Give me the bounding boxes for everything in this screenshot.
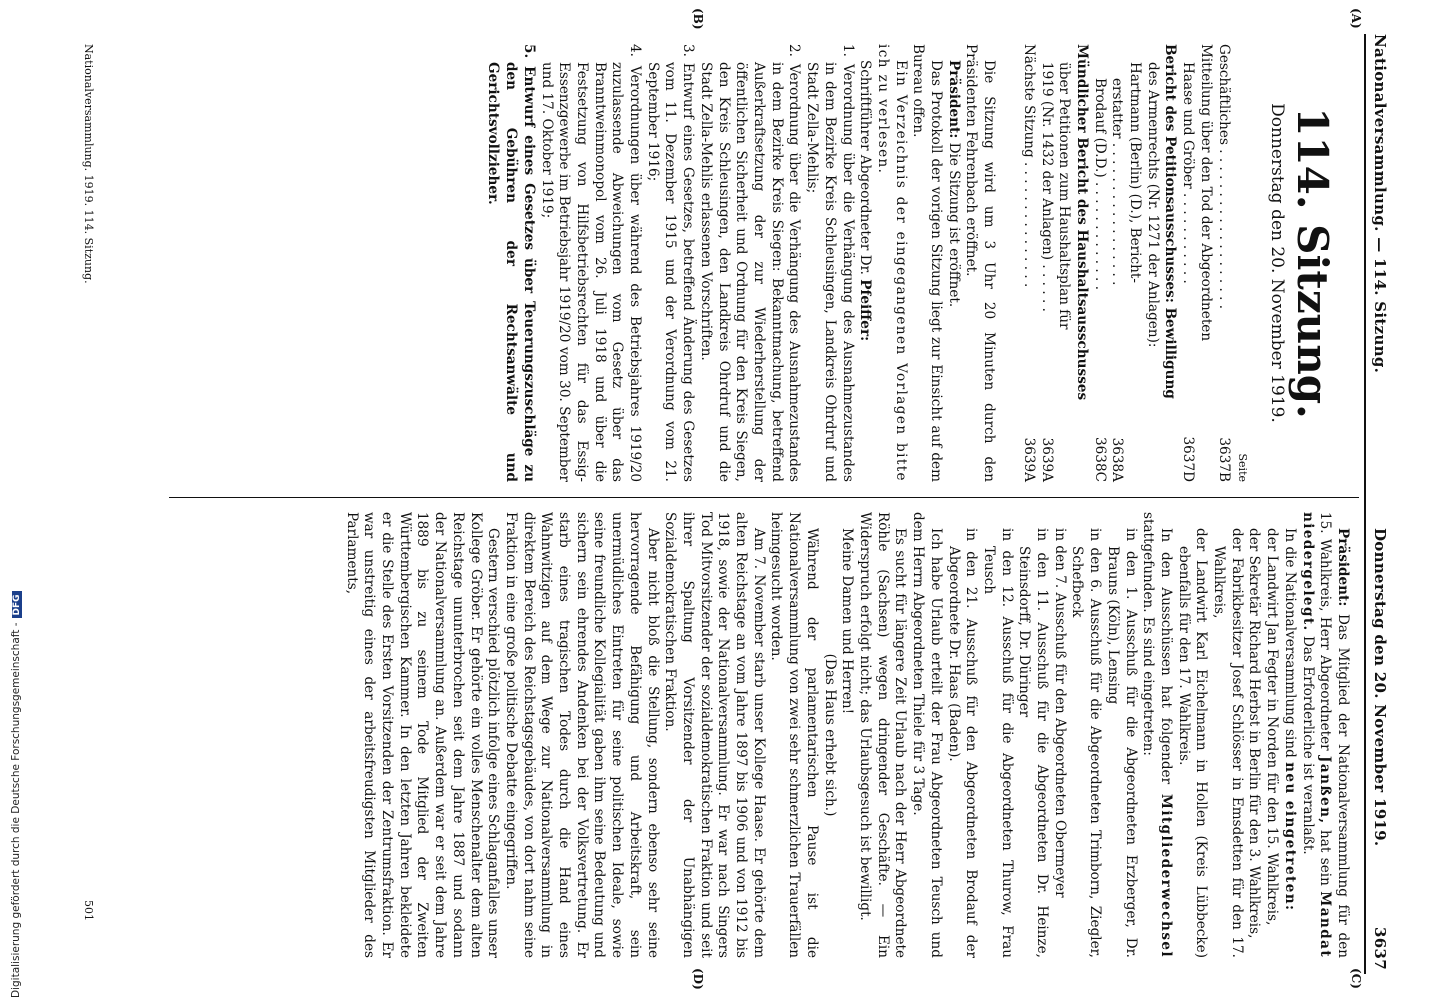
toc-entry-page: 3638A xyxy=(1109,437,1126,482)
list-item: der Landwirt Karl Eichelmann in Hollen (Kreis Lübbecke) ebenfalls für den 17. Wahlkreis. xyxy=(1175,528,1210,958)
list-item: in den 6. Ausschuß für die Abgeordneten Trimborn, Ziegler, Schefbeck xyxy=(1069,528,1104,958)
haase-paragraph-2: Aber nicht bloß die Stellung, sondern ebenso sehr seine hervorragende Befähigung und Arbeitskraft, sein unermüdliches Eintreten für seine politischen Ideale, sowie seine freundliche Kollegialität gaben ihm seine Bedeutung und sichern sein ehrendes Andenken bei der Volksvertretung. Er starb eines tragischen Todes durch die Hand eines Wahnwitzigen auf dem Wege zur Nationalversammlung in direktem Bereich des Reichstagsgebäudes, von dort nahm seine Fraktion in eine große politische Debatte eingegriffen. xyxy=(502,512,661,958)
list-item: der Landwirt Jan Fegter in Norden für den 15. Wahlkreis, xyxy=(1264,528,1281,926)
toc-entry-text: 1919 (Nr. 1432 der Anlagen) . . . . . . xyxy=(1038,62,1055,312)
toc-row xyxy=(1055,44,1073,482)
session-title: 114. Sitzung. xyxy=(1288,107,1337,419)
groeber-paragraph: Gestern verschied plötzlich infolge eines Schlaganfalles unser Kollege Gröber. Er gehörte ein volles Menschenalter dem alten Reichstage ununterbrochen seit dem Jahre 1887 und sodann der Nationalversammlung an. Außerdem war er seit dem Jahre 1889 bis zu seinem Tode Mitglied der Zweiten Württembergischen Kammer. In den letzten Jahren bekleidete er die Stelle des Ersten Vorsitzenden der Zentrumsfraktion. Er war unstreitig eines der arbeitsfreudigsten Mitglieder des Parlaments, xyxy=(343,512,502,958)
stage-direction: (Das Haus erhebt sich.) xyxy=(821,653,838,817)
death-intro-paragraph: Während der parlamentarischen Pause ist die Nationalversammlung von zwei sehr schmerzlichen Trauerfällen heimgesucht worden. xyxy=(768,512,820,958)
digitization-note-text: Digitalisierung gefördert durch die Deutsche Forschungsgemeinschaft - xyxy=(10,622,22,998)
toc-entry-text: über Petitionen zum Haushaltsplan für xyxy=(1056,62,1073,330)
mandate-paragraph: Präsident: Das Mitglied der Nationalversammlung für den 15. Wahlkreis, Herr Abgeordneter Janßen, hat sein Mandat niedergelegt. Das Erforderliche ist veranlaßt. xyxy=(1299,512,1351,958)
toc-row xyxy=(1037,44,1055,482)
speaker-label: Präsident: xyxy=(1335,528,1351,607)
toc-entry-page: 3637D xyxy=(1180,436,1197,482)
page-number: 3637 xyxy=(1371,927,1389,970)
list-item: 1. Verordnung über die Verhängung des Ausnahmezustandes in dem Bezirke Kreis Schleusingen, Landkreis Ohrdruf und Stadt Zella-Mehlis; xyxy=(804,44,856,482)
toc-entry-text: Mitteilung über den Tod der Abgeordneten xyxy=(1197,44,1214,342)
toc-page-caption: Seite xyxy=(1236,453,1250,482)
leave-request-paragraph: Es sucht für längere Zeit Urlaub nach der Herr Abgeordnete Röhle (Sachsen) wegen dringender Geschäfte. — Ein Widerspruch erfolgt nicht; das Urlaubsgesuch ist bewilligt. xyxy=(857,512,909,958)
margin-marker-a: (A) xyxy=(1349,8,1363,29)
opening-paragraph: Die Sitzung wird um 3 Uhr 20 Minuten durch den Präsidenten Fehrenbach eröffnet. xyxy=(963,44,998,482)
secretary-name: Pfeiffer: xyxy=(857,279,874,342)
list-item: in den 11. Ausschuß für die Abgeordneten Dr. Heinze, Steinsdorff, Dr. Düringer xyxy=(1016,528,1051,958)
toc-row xyxy=(1072,44,1090,482)
toc-entry-page: 3639A xyxy=(1020,437,1037,482)
list-item: 5. Entwurf eines Gesetzes über Teuerungszuschläge zu den Gebühren der Rechtsanwälte und Gerichtsvollzieher. xyxy=(485,44,537,482)
toc-row xyxy=(1019,44,1037,482)
list-item: in den 1. Ausschuß für die Abgeordneten Erzberger, Dr. Brauns (Köln), Lensing xyxy=(1104,528,1139,958)
list-item: der Fabrikbesitzer Josef Schlösser in Emsdetten für den 17. Wahlkreis, xyxy=(1211,528,1245,958)
list-item: 2. Verordnung über die Verhängung des Ausnahmezustandes in dem Bezirke Kreis Siegen: Bekanntmachung, betreffend Außerkraftsetzung der zur Wiederherstellung der öffentlichen Sicherheit und Ordnung für den Kreis Siegen, den Kreis Schleusingen, den Landkreis Ohrdruf und die Stadt Zella-Mehlis erlassenen Vorschriften. xyxy=(697,44,803,482)
toc-entry-page xyxy=(1161,422,1179,482)
toc-entry-page xyxy=(1125,422,1143,482)
footer-left: Nationalversammlung. 1919. 114. Sitzung. xyxy=(82,44,95,284)
toc-row xyxy=(1214,44,1232,482)
toc-row xyxy=(1108,44,1126,482)
table-of-contents xyxy=(1019,44,1231,482)
secretary-line xyxy=(856,44,874,482)
toc-entry-text: Geschäftliches . . . . . . . . . . . . . . . . . . . xyxy=(1215,44,1232,310)
right-column xyxy=(342,512,1351,958)
toc-row xyxy=(1178,44,1196,482)
margin-marker-d: (D) xyxy=(691,968,705,990)
committee-change-intro: In den Ausschüssen hat folgender Mitgliederwechsel stattgefunden. Es sind eingetreten: xyxy=(1140,512,1174,958)
column-divider xyxy=(169,497,1359,498)
leave-paragraph: Ich habe Urlaub erteilt der Frau Abgeordneten Teusch und dem Herrn Abgeordneten Thiele für 3 Tage. xyxy=(910,512,944,958)
toc-entry-page: 3639A xyxy=(1038,437,1055,482)
header-left: Nationalversammlung. — 114. Sitzung. xyxy=(1371,34,1389,374)
toc-entry-text: Mündlicher Bericht des Haushaltsausschusses xyxy=(1073,44,1090,401)
haase-paragraph: Am 7. November starb unser Kollege Haase. Er gehörte dem alten Reichstage an vom Jahre 1897 bis 1906 und von 1912 bis 1918, sowie der Nationalversammlung. Er war nach Singers Tod Mitvorsitzender der sozialdemokratischen Fraktion und seit ihrer Spaltung Vorsitzender der Unabhängigen Sozialdemokratischen Fraktion. xyxy=(662,512,767,958)
speech-text: Die Sitzung ist eröffnet. xyxy=(945,138,962,308)
toc-row xyxy=(1125,44,1143,482)
list-item: 4. Verordnungen über während des Betriebsjahres 1919/20 zuzulassende Abweichungen vom Gesetz über das Branntweinmonopol vom 26. Juli 1918 und über die Festsetzung von Hilfsbetriebsrechten für das Essig-Essenzgewerbe im Betriebsjahr 1919/20 vom 30. September und 17. Oktober 1919; xyxy=(538,44,644,482)
member-name: Janßen, xyxy=(1317,756,1334,825)
list-intro-paragraph: Ein Verzeichnis der eingegangenen Vorlagen bitte ich zu verlesen. xyxy=(874,44,909,482)
dfg-logo: DFG xyxy=(12,591,22,618)
toc-entry-text: Nächste Sitzung . . . . . . . . . . . . . . . xyxy=(1020,44,1037,288)
toc-row xyxy=(1143,44,1161,482)
list-item: in den 12. Ausschuß für die Abgeordneten Thurow, Frau Teusch xyxy=(980,528,1015,958)
toc-entry-page xyxy=(1055,422,1073,482)
toc-entry-page xyxy=(1196,422,1214,482)
toc-entry-text: Bericht des Petitionsausschusses: Bewilligung xyxy=(1162,44,1179,399)
rotated-document-page xyxy=(25,0,1395,1000)
list-item: 3. Entwurf eines Gesetzes, betreffend Änderung des Gesetzes vom 11. Dezember 1915 und der Verordnung vom 21. September 1916; xyxy=(644,44,697,482)
toc-row xyxy=(1161,44,1179,482)
speaker-label: Präsident: xyxy=(945,60,962,139)
header-rule xyxy=(1364,34,1366,974)
toc-entry-text: des Armenrechts (Nr. 1271 der Anlagen): xyxy=(1144,62,1161,348)
secretary-prefix: Schriftführer Abgeordneter Dr. xyxy=(857,60,874,280)
toc-entry-text: erstatter . . . . . . . . . . . . . . . . . xyxy=(1109,78,1126,286)
margin-marker-b: (B) xyxy=(691,8,705,30)
toc-entry-page xyxy=(1072,422,1090,482)
toc-entry-text: Brodauf (D.D.) . . . . . . . . . . . . . xyxy=(1091,78,1108,291)
margin-marker-c: (C) xyxy=(1349,968,1363,989)
toc-entry-text: Haase und Gröber . . . . . . . . . . . xyxy=(1180,62,1197,284)
list-item: in den 21. Ausschuß für den Abgeordneten Brodauf der Abgeordnete Dr. Haas (Baden). xyxy=(945,528,980,958)
left-column xyxy=(484,44,1335,482)
session-date: Donnerstag den 20. November 1919. xyxy=(1267,103,1287,423)
toc-entry-page: 3638C xyxy=(1091,437,1108,482)
toc-row xyxy=(1090,44,1108,482)
new-members-intro: In die Nationalversammlung sind neu eingetreten: xyxy=(1281,528,1298,912)
digitization-note xyxy=(10,591,22,998)
header-right: Donnerstag den 20. November 1919. xyxy=(1371,528,1389,847)
president-statement xyxy=(944,44,962,482)
list-item: in den 7. Ausschuß für den Abgeordneten Obermeyer xyxy=(1051,528,1068,898)
toc-row xyxy=(1196,44,1214,482)
toc-entry-page: 3637B xyxy=(1215,437,1232,482)
protocol-paragraph: Das Protokoll der vorigen Sitzung liegt zur Einsicht auf dem Bureau offen. xyxy=(910,44,945,482)
toc-entry-text: Hartmann (Berlin) (D.), Bericht- xyxy=(1127,62,1144,283)
toc-entry-page xyxy=(1143,422,1161,482)
list-item: der Sekretär Richard Herbst in Berlin für den 3. Wahlkreis, xyxy=(1246,528,1263,939)
footer-right: 501 xyxy=(82,900,95,921)
address-line: Meine Damen und Herren! xyxy=(839,528,856,715)
